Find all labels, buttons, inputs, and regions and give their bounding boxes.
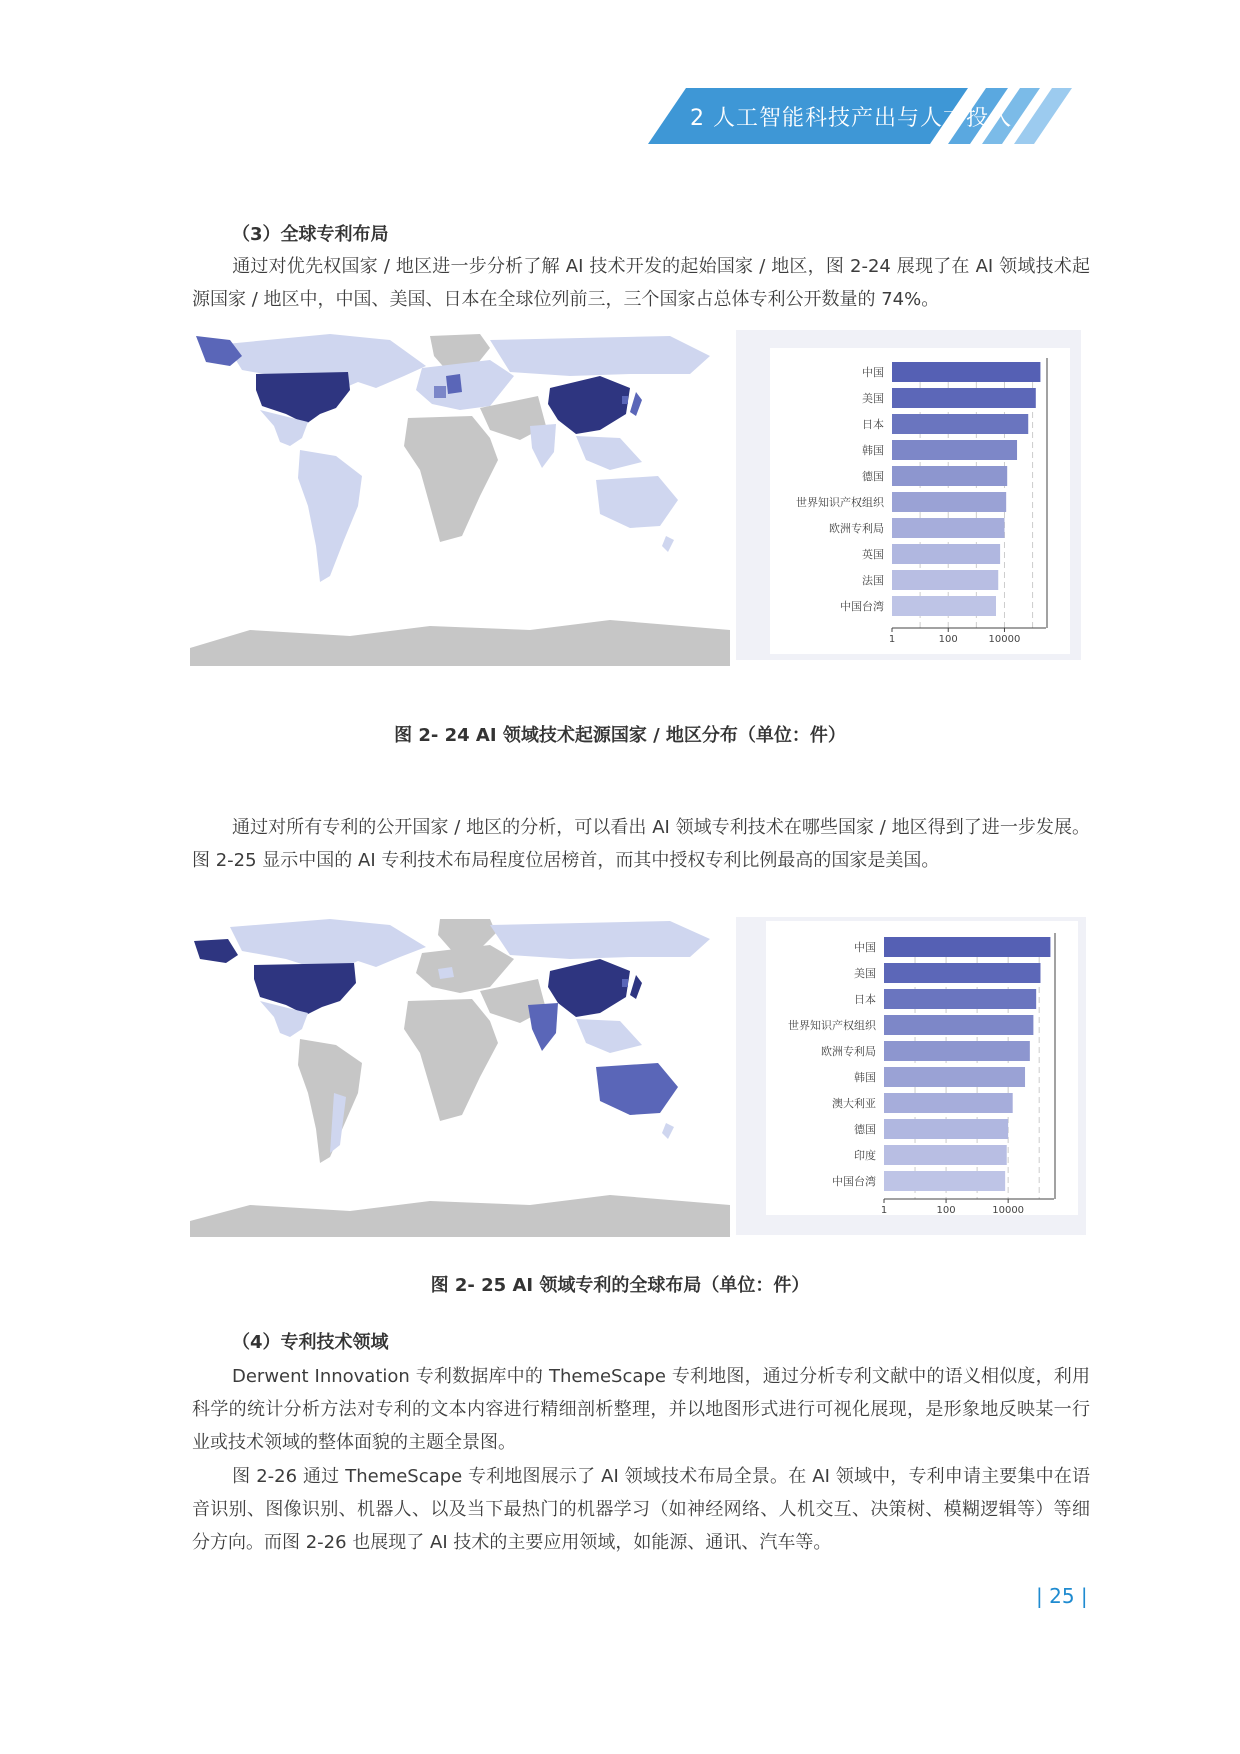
chart2-bar-0 [884,937,1050,957]
chart2-category-label-2: 日本 [854,993,876,1006]
paragraph-2 [192,811,1090,877]
chart2-x-tick-label-0: 1 [880,1205,888,1216]
chart1-x-tick-label-2: 10000 [988,634,1021,645]
bar-chart-panel-2 [736,917,1086,1235]
chart1-bar-2 [892,414,1028,434]
bar-chart-panel-1 [736,330,1081,660]
chart1-bar-6 [892,518,1004,538]
chart1-bar-7 [892,544,1000,564]
paragraph-2-text: 通过对所有专利的公开国家 / 地区的分析，可以看出 AI 领域专利技术在哪些国家 / 地区得到了进一步发展。图 2-25 显示中国的 AI 专利技术布局程度位居榜首，而其中授权专利比例最高的国家是美国。 [192,817,1090,871]
chart1-category-label-9: 中国台湾 [840,600,884,613]
chart2-bar-1 [884,963,1040,983]
chart2-x-tick-label-2: 10000 [992,1205,1025,1216]
chart1-bar-1 [892,388,1036,408]
chart1-category-label-3: 韩国 [862,444,884,457]
page-number: | 25 | [1036,1584,1088,1608]
paragraph-1 [192,250,1090,316]
chart2-category-label-6: 澳大利亚 [832,1097,876,1110]
chart1-x-tick-label-1: 100 [938,634,958,645]
chart2-bar-8 [884,1145,1007,1165]
figure-2-25-caption: 图 2- 25 AI 领域专利的全球布局（单位：件） [430,1275,810,1296]
world-map-2 [190,917,730,1237]
chart1-category-label-1: 美国 [862,392,884,405]
chart1-bar-4 [892,466,1007,486]
chart1-category-label-8: 法国 [862,574,884,587]
header-title: 2 人工智能科技产出与人才投入 [690,106,1012,131]
chart1-category-label-0: 中国 [862,366,884,379]
section-heading-4: （4）专利技术领域 [232,1332,389,1353]
chart2-category-label-0: 中国 [854,941,876,954]
paragraph-4 [192,1460,1090,1559]
paragraph-4-text: 图 2-26 通过 ThemeScape 专利地图展示了 AI 领域技术布局全景。在 AI 领域中，专利申请主要集中在语音识别、图像识别、机器人、以及当下最热门的机器学习（如神经网络、人机交互、决策树、模糊逻辑等）等细分方向。而图 2-26 也展现了 AI 技术的主要应用领域，如能源、通讯、汽车等。 [192,1466,1090,1553]
chart2-bar-2 [884,989,1036,1009]
chart1-category-label-5: 世界知识产权组织 [796,496,884,509]
chart2-category-label-5: 韩国 [854,1071,876,1084]
chart2-x-tick-label-1: 100 [936,1205,956,1216]
figure-2-24 [190,330,1095,666]
chart1-bar-8 [892,570,998,590]
chart2-category-label-9: 中国台湾 [832,1175,876,1188]
chart2-bar-5 [884,1067,1025,1087]
world-map-1 [190,330,730,666]
paragraph-3-text: Derwent Innovation 专利数据库中的 ThemeScape 专利地图，通过分析专利文献中的语义相似度，利用科学的统计分析方法对专利的文本内容进行精细剖析整理，并以地图形式进行可视化展现，是形象地反映某一行业或技术领域的整体面貌的主题全景图。 [192,1366,1090,1453]
section-heading-3: （3）全球专利布局 [232,224,389,245]
figure-2-24-caption: 图 2- 24 AI 领域技术起源国家 / 地区分布（单位：件） [394,725,846,746]
chart2-category-label-1: 美国 [854,967,876,980]
figure-2-25 [190,917,1095,1237]
chart1-category-label-7: 英国 [862,548,884,561]
chart2-bar-6 [884,1093,1013,1113]
paragraph-1-text: 通过对优先权国家 / 地区进一步分析了解 AI 技术开发的起始国家 / 地区，图 2-24 展现了在 AI 领域技术起源国家 / 地区中，中国、美国、日本在全球位列前三，三个国家占总体专利公开数量的 74%。 [192,256,1090,310]
chart1-bar-0 [892,362,1040,382]
chart1-bar-9 [892,596,996,616]
chart1-x-tick-label-0: 1 [888,634,896,645]
bar-chart-1 [736,330,1081,660]
paragraph-3 [192,1360,1090,1459]
chart2-bar-9 [884,1171,1005,1191]
chart2-category-label-8: 印度 [854,1149,876,1162]
chart2-bar-3 [884,1015,1033,1035]
chart2-bar-7 [884,1119,1008,1139]
bar-chart-2 [736,917,1086,1235]
chart1-bar-5 [892,492,1006,512]
chart1-category-label-6: 欧洲专利局 [829,522,884,535]
chart2-category-label-4: 欧洲专利局 [821,1045,876,1058]
chart2-category-label-7: 德国 [854,1123,876,1136]
chart2-bar-4 [884,1041,1030,1061]
chart1-category-label-2: 日本 [862,418,884,431]
chart2-category-label-3: 世界知识产权组织 [788,1019,876,1032]
chart1-category-label-4: 德国 [862,470,884,483]
chart1-bar-3 [892,440,1017,460]
